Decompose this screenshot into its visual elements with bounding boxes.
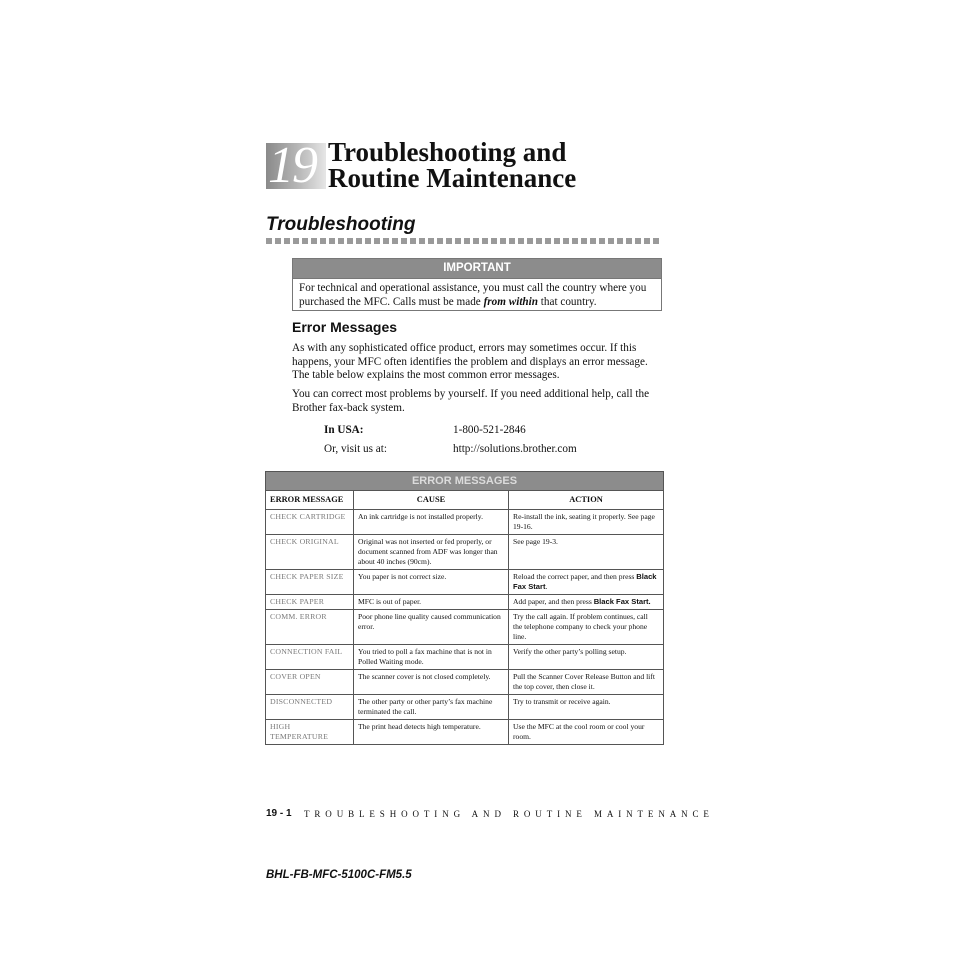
action-cell [509, 645, 664, 670]
section-heading: Troubleshooting [266, 214, 416, 235]
table-row [266, 670, 664, 695]
chapter-title-line2: Routine Maintenance [328, 163, 577, 193]
error-message-cell: CHECK CARTRIDGE [266, 510, 354, 535]
cause-cell: The other party or other party’s fax machine terminated the call. [354, 695, 509, 720]
important-text-emphasis: from within [483, 296, 538, 308]
table-title: ERROR MESSAGES [266, 472, 664, 491]
action-text: Reload the correct paper, and then press [513, 572, 637, 581]
cause-cell: MFC is out of paper. [354, 595, 509, 610]
important-notice-box [292, 258, 662, 311]
error-message-cell: CHECK PAPER [266, 595, 354, 610]
action-cell [509, 670, 664, 695]
usa-contact-label: In USA: [324, 424, 364, 436]
column-header-action: ACTION [509, 491, 664, 510]
table-row [266, 535, 664, 570]
table-row [266, 645, 664, 670]
usa-phone-number: 1-800-521-2846 [453, 424, 526, 436]
action-cell [509, 535, 664, 570]
action-cell [509, 595, 664, 610]
error-message-cell: DISCONNECTED [266, 695, 354, 720]
chapter-number-block: 19 [266, 143, 326, 189]
action-cell [509, 720, 664, 745]
action-text: Use the MFC at the cool room or cool your room. [513, 722, 645, 741]
error-message-cell: CHECK PAPER SIZE [266, 570, 354, 595]
error-messages-heading: Error Messages [292, 319, 398, 335]
table-row [266, 610, 664, 645]
document-id: BHL-FB-MFC-5100C-FM5.5 [266, 869, 412, 881]
cause-cell: The scanner cover is not closed completely. [354, 670, 509, 695]
important-header: IMPORTANT [293, 259, 661, 279]
chapter-title [328, 139, 576, 191]
action-text: Try to transmit or receive again. [513, 697, 611, 706]
table-row [266, 595, 664, 610]
intro-paragraph: As with any sophisticated office product, errors may sometimes occur. If this happens, your MFC often identifies the problem and displays an error message. The table below explains the most common error messages. [292, 342, 648, 381]
action-cell [509, 610, 664, 645]
cause-cell: You paper is not correct size. [354, 570, 509, 595]
cause-cell: You tried to poll a fax machine that is not in Polled Waiting mode. [354, 645, 509, 670]
action-cell [509, 695, 664, 720]
action-cell [509, 510, 664, 535]
important-text [293, 279, 661, 311]
important-text-start: For technical and operational assistance, you must call the country where you purchased the MFC. Calls must be made [299, 282, 647, 308]
error-message-cell: CHECK ORIGINAL [266, 535, 354, 570]
action-text: See page 19-3. [513, 537, 558, 546]
important-text-end: that country. [537, 296, 597, 308]
error-message-cell: COVER OPEN [266, 670, 354, 695]
help-paragraph: You can correct most problems by yourself. If you need additional help, call the Brother fax-back system. [292, 388, 650, 414]
cause-cell: Poor phone line quality caused communication error. [354, 610, 509, 645]
cause-cell: An ink cartridge is not installed properly. [354, 510, 509, 535]
footer-running-title: TROUBLESHOOTING AND ROUTINE MAINTENANCE [304, 809, 714, 819]
section-divider [266, 238, 660, 244]
error-message-cell: COMM. ERROR [266, 610, 354, 645]
action-text: Try the call again. If problem continues, call the telephone company to check your phone line. [513, 612, 648, 641]
column-header-cause: CAUSE [354, 491, 509, 510]
action-button-name: Black Fax Start. [593, 597, 651, 606]
action-text: Add paper, and then press [513, 597, 594, 606]
action-button-name: Black Fax Start [513, 572, 657, 591]
action-text: Verify the other party’s polling setup. [513, 647, 627, 656]
table-row [266, 510, 664, 535]
chapter-title-line1: Troubleshooting and [328, 137, 567, 167]
action-text: Re-install the ink, seating it properly. See page 19-16. [513, 512, 655, 531]
table-row [266, 720, 664, 745]
cause-cell: The print head detects high temperature. [354, 720, 509, 745]
website-link[interactable]: http://solutions.brother.com [453, 443, 577, 455]
table-row [266, 695, 664, 720]
cause-cell: Original was not inserted or fed properly, or document scanned from ADF was longer than about 40 inches (90cm). [354, 535, 509, 570]
error-message-cell: HIGH TEMPERATURE [266, 720, 354, 745]
action-text-end: . [545, 582, 548, 591]
column-header-error-message: ERROR MESSAGE [266, 491, 354, 510]
footer-page-number: 19 - 1 [266, 808, 292, 819]
action-text: Pull the Scanner Cover Release Button and lift the top cover, then close it. [513, 672, 655, 691]
table-row [266, 570, 664, 595]
website-label: Or, visit us at: [324, 443, 387, 455]
action-cell [509, 570, 664, 595]
error-messages-table [265, 471, 664, 745]
error-message-cell: CONNECTION FAIL [266, 645, 354, 670]
